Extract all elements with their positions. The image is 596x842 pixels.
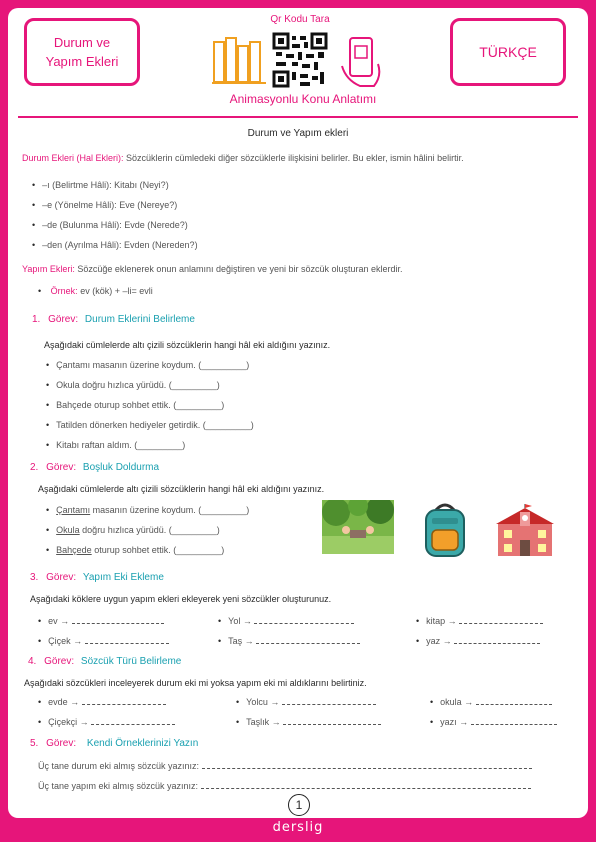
- answer-blank[interactable]: [471, 716, 557, 725]
- durum-text: Sözcüklerin cümledeki diğer sözcüklerle ilişkisini belirler. Bu ekler, ismin hâlini belirtir.: [126, 153, 464, 163]
- school-illustration: [494, 504, 556, 558]
- brand-logo: derslig: [272, 820, 324, 835]
- yapim-paragraph: [22, 264, 403, 274]
- answer-blank[interactable]: [202, 760, 532, 769]
- backpack-illustration: [422, 502, 468, 558]
- root-word: yaz →: [426, 636, 452, 646]
- phone-hand-icon: [338, 36, 388, 88]
- root-word: ev →: [48, 616, 70, 626]
- header-divider: [18, 116, 578, 118]
- answer-blank[interactable]: [459, 615, 543, 624]
- durum-item: • –de (Bulunma Hâli): Evde (Nerede?): [32, 220, 188, 230]
- root-word: Yol →: [228, 616, 252, 626]
- word: yazı →: [440, 717, 469, 727]
- worksheet-page: [8, 8, 588, 818]
- task4-item: [38, 696, 166, 707]
- item-rest: oturup sohbet ettik. (_________): [91, 545, 225, 555]
- word: Taşlık →: [246, 717, 281, 727]
- yapim-example: [38, 286, 153, 296]
- example-text: ev (kök) + –li= evli: [80, 286, 153, 296]
- durum-heading: Durum Ekleri (Hal Ekleri):: [22, 153, 124, 163]
- task4-number: 4.: [28, 656, 37, 667]
- task2-heading: [30, 462, 159, 473]
- subject-title: TÜRKÇE: [479, 43, 537, 60]
- task4-name: Sözcük Türü Belirleme: [80, 656, 182, 667]
- durum-item: • –ı (Belirtme Hâli): Kitabı (Neyi?): [32, 180, 169, 190]
- durum-item: • –den (Ayrılma Hâli): Evden (Nereden?): [32, 240, 198, 250]
- task3-instruction: Aşağıdaki köklere uygun yapım ekleri ekleyerek yeni sözcükler oluşturunuz.: [30, 594, 332, 604]
- page-number: 1: [288, 794, 310, 816]
- task1-item: • Çantamı masanın üzerine koydum. (_________): [46, 360, 249, 370]
- root-word: kitap →: [426, 616, 457, 626]
- task4-heading: [28, 656, 181, 667]
- answer-blank[interactable]: [283, 716, 381, 725]
- task4-item: [430, 716, 557, 727]
- task3-label: Görev:: [46, 572, 77, 583]
- root-word: Taş →: [228, 636, 254, 646]
- yapim-heading: Yapım Ekleri:: [22, 264, 75, 274]
- task5-line1: [38, 760, 532, 771]
- task2-item: [46, 505, 249, 515]
- task2-label: Görev:: [46, 462, 77, 473]
- animation-subtitle: Animasyonlu Konu Anlatımı: [229, 92, 377, 106]
- task4-item: [430, 696, 552, 707]
- task4-item: [38, 716, 175, 727]
- task3-number: 3.: [30, 572, 39, 583]
- item-rest: doğru hızlıca yürüdü. (_________): [79, 525, 220, 535]
- task2-item: [46, 545, 224, 555]
- task3-item: [416, 635, 540, 646]
- task3-item: [38, 615, 164, 626]
- word: Yolcu →: [246, 697, 280, 707]
- task3-item: [416, 615, 543, 626]
- answer-blank[interactable]: [282, 696, 376, 705]
- task1-name: Durum Eklerini Belirleme: [84, 314, 195, 325]
- task1-item: • Bahçede oturup sohbet ettik. (_________): [46, 400, 224, 410]
- answer-blank[interactable]: [201, 780, 531, 789]
- qr-code-icon[interactable]: [272, 32, 328, 88]
- answer-blank[interactable]: [85, 635, 169, 644]
- task5-heading: [30, 738, 198, 749]
- task4-item: [236, 716, 381, 727]
- answer-blank[interactable]: [256, 635, 360, 644]
- word: okula →: [440, 697, 474, 707]
- answer-blank[interactable]: [476, 696, 552, 705]
- task3-item: [218, 615, 354, 626]
- word: Çiçekçi →: [48, 717, 89, 727]
- task5-line2: [38, 780, 531, 791]
- underlined-word: Okula: [56, 525, 80, 535]
- answer-blank[interactable]: [72, 615, 164, 624]
- task2-name: Boşluk Doldurma: [82, 462, 160, 473]
- task3-name: Yapım Eki Ekleme: [82, 572, 164, 583]
- task1-number: 1.: [32, 314, 41, 325]
- underlined-word: Bahçede: [56, 545, 92, 555]
- topic-title: Durum ve Yapım Ekleri: [45, 35, 119, 69]
- answer-blank[interactable]: [91, 716, 175, 725]
- underlined-word: Çantamı: [56, 505, 91, 515]
- subject-box: [450, 18, 566, 86]
- task3-item: [218, 635, 360, 646]
- qr-label: Qr Kodu Tara: [270, 14, 330, 25]
- task2-number: 2.: [30, 462, 39, 473]
- task1-instruction: Aşağıdaki cümlelerde altı çizili sözcüklerin hangi hâl eki aldığını yazınız.: [44, 340, 331, 350]
- answer-blank[interactable]: [454, 635, 540, 644]
- durum-item: • –e (Yönelme Hâli): Eve (Nereye?): [32, 200, 177, 210]
- task2-instruction: Aşağıdaki cümlelerde altı çizili sözcüklerin hangi hâl eki aldığını yazınız.: [38, 484, 325, 494]
- answer-blank[interactable]: [82, 696, 166, 705]
- task4-item: [236, 696, 376, 707]
- task5-number: 5.: [30, 738, 39, 749]
- books-icon: [212, 36, 266, 86]
- example-label: Örnek:: [50, 286, 78, 296]
- word: evde →: [48, 697, 80, 707]
- task4-label: Görev:: [44, 656, 75, 667]
- task1-label: Görev:: [48, 314, 79, 325]
- garden-illustration: [322, 500, 394, 554]
- durum-paragraph: [22, 153, 464, 163]
- task1-item: • Tatilden dönerken hediyeler getirdik. (_________): [46, 420, 254, 430]
- yapim-text: Sözcüğe eklenerek onun anlamını değiştiren ve yeni bir sözcük oluşturan eklerdir.: [77, 264, 403, 274]
- document-title: Durum ve Yapım ekleri: [247, 128, 349, 139]
- task3-item: [38, 635, 169, 646]
- task5-name: Kendi Örneklerinizi Yazın: [86, 738, 199, 749]
- task5-prompt2: Üç tane yapım eki almış sözcük yazınız:: [38, 781, 199, 791]
- task5-prompt1: Üç tane durum eki almış sözcük yazınız:: [38, 761, 200, 771]
- topic-title-box: [24, 18, 140, 86]
- item-rest: masanın üzerine koydum. (_________): [90, 505, 250, 515]
- task3-heading: [30, 572, 164, 583]
- task1-item: • Okula doğru hızlıca yürüdü. (_________): [46, 380, 220, 390]
- task4-instruction: Aşağıdaki sözcükleri inceleyerek durum eki mi yoksa yapım eki mi aldıklarını belirtiniz.: [24, 678, 367, 688]
- task1-item: • Kitabı raftan aldım. (_________): [46, 440, 185, 450]
- task2-item: [46, 525, 220, 535]
- task1-heading: [32, 314, 195, 325]
- answer-blank[interactable]: [254, 615, 354, 624]
- root-word: Çiçek →: [48, 636, 83, 646]
- task5-label: Görev:: [46, 738, 77, 749]
